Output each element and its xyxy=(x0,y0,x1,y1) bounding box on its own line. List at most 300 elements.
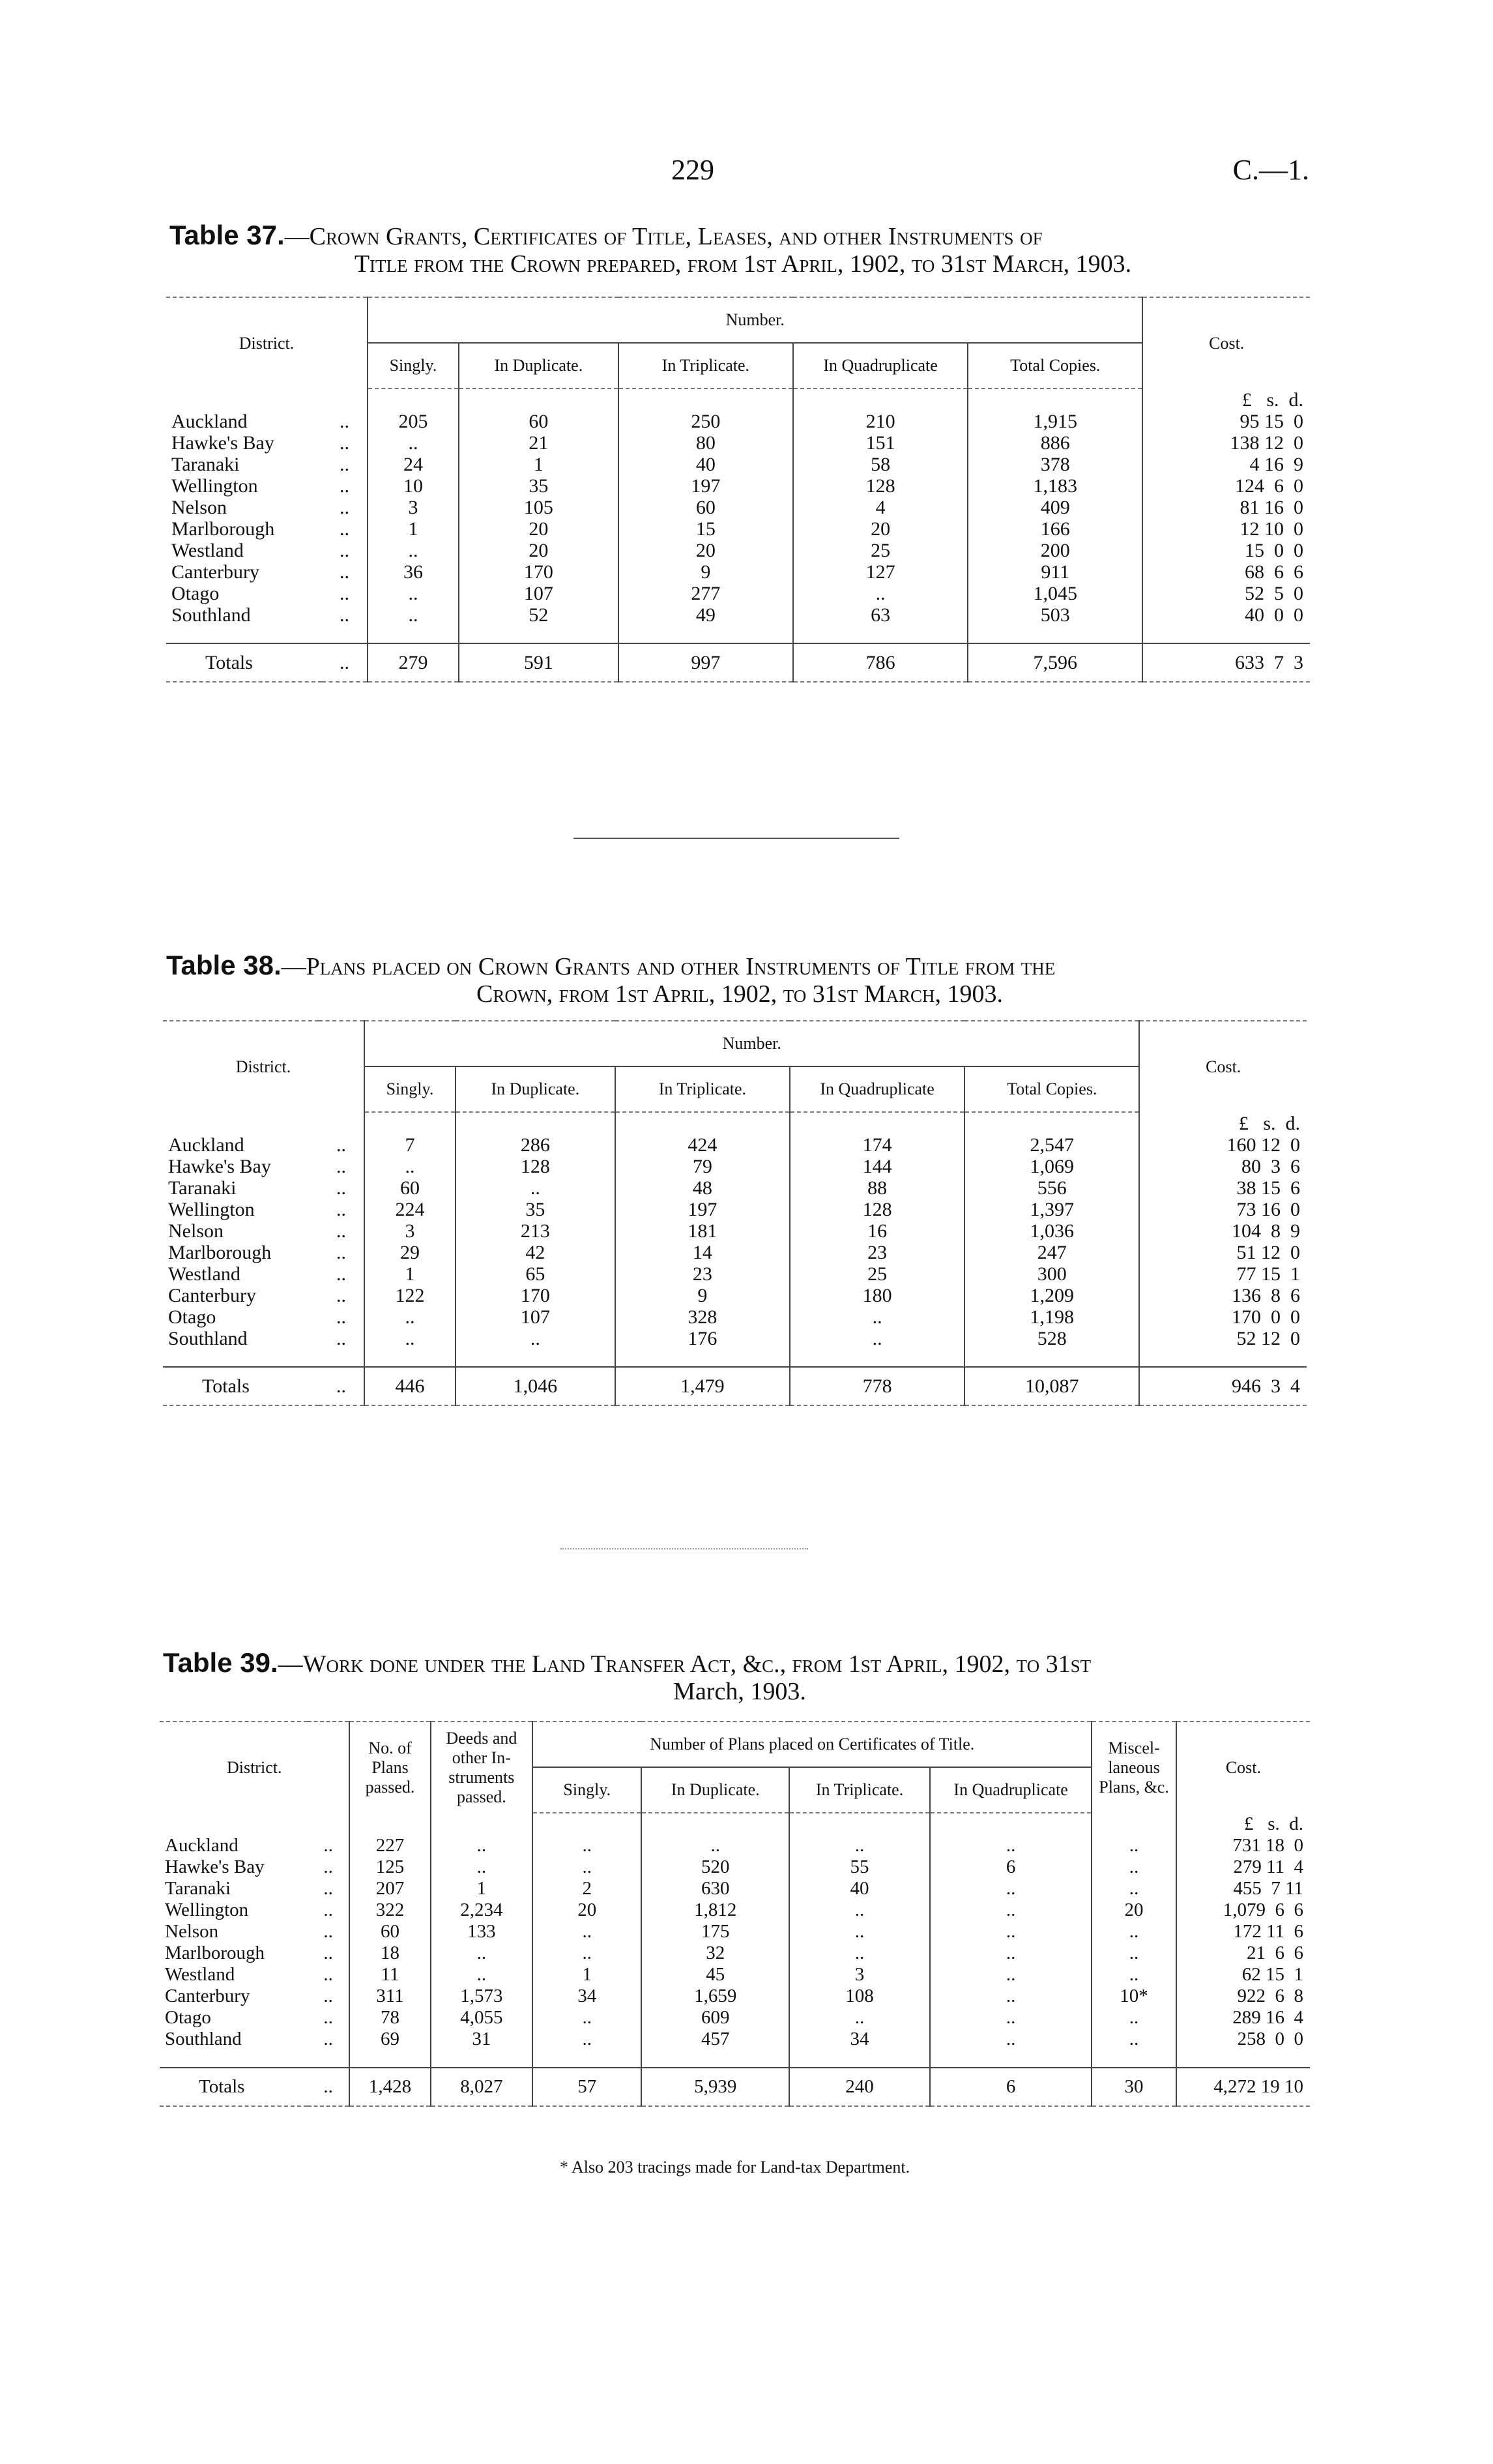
cost-cell: 40 0 0 xyxy=(1142,604,1310,626)
triplicate-cell: 197 xyxy=(615,1199,790,1220)
misc-total: 30 xyxy=(1092,2068,1176,2106)
table-38-header-total: Total Copies. xyxy=(964,1066,1139,1112)
cost-cell: 95 15 0 xyxy=(1142,411,1310,432)
duplicate-total: 1,046 xyxy=(456,1367,615,1405)
district-cell: Auckland xyxy=(171,411,248,432)
table-37-header-district: District. xyxy=(166,297,368,389)
singly-cell: .. xyxy=(368,604,459,626)
total-cell: 300 xyxy=(964,1263,1139,1285)
total-cell: 1,036 xyxy=(964,1220,1139,1242)
deeds-cell: .. xyxy=(431,1835,533,1856)
leader-dots: .. xyxy=(323,1921,333,1942)
cost-cell: 138 12 0 xyxy=(1142,432,1310,454)
duplicate-cell: 520 xyxy=(641,1856,789,1878)
duplicate-cell: 35 xyxy=(456,1199,615,1220)
table-row xyxy=(166,432,1310,454)
table-row xyxy=(163,1134,1307,1156)
table-row xyxy=(163,1177,1307,1199)
singly-cell: 7 xyxy=(364,1134,456,1156)
table-38-header-singly: Singly. xyxy=(364,1066,456,1112)
triplicate-cell: .. xyxy=(789,2007,930,2029)
table-row xyxy=(166,540,1310,561)
duplicate-cell: 35 xyxy=(459,475,618,497)
table-38-header-number: Number. xyxy=(364,1021,1139,1066)
table-row xyxy=(166,604,1310,626)
cost-cell: 104 8 9 xyxy=(1139,1220,1307,1242)
singly-cell: 1 xyxy=(368,518,459,540)
duplicate-total: 5,939 xyxy=(641,2068,789,2106)
quadruplicate-cell: 4 xyxy=(793,497,968,518)
table-row xyxy=(160,1943,1310,1964)
district-cell: Canterbury xyxy=(165,1986,250,2006)
duplicate-cell: 20 xyxy=(459,518,618,540)
duplicate-cell: 128 xyxy=(456,1156,615,1177)
triplicate-cell: 40 xyxy=(789,1878,930,1899)
table-38-header-district: District. xyxy=(163,1021,364,1112)
district-cell: Hawke's Bay xyxy=(168,1156,271,1177)
total-cell: 2,547 xyxy=(964,1134,1139,1156)
table-39-label: Table 39. xyxy=(163,1647,278,1678)
total-cell: 1,397 xyxy=(964,1199,1139,1220)
triplicate-total: 997 xyxy=(618,643,793,682)
deeds-total: 8,027 xyxy=(431,2068,533,2106)
leader-dots: .. xyxy=(336,1285,347,1306)
table-row xyxy=(163,1263,1307,1285)
district-cell: Wellington xyxy=(171,475,258,497)
cost-cell: 81 16 0 xyxy=(1142,497,1310,518)
cost-cell: 62 15 1 xyxy=(1176,1964,1310,1986)
deeds-cell: 133 xyxy=(431,1921,533,1943)
singly-total: 446 xyxy=(364,1367,456,1405)
quadruplicate-cell: 58 xyxy=(793,454,968,475)
leader-dots: .. xyxy=(323,1964,333,1985)
singly-cell: 34 xyxy=(532,1986,641,2007)
plans-passed-cell: 69 xyxy=(349,2029,430,2050)
table-row xyxy=(160,2029,1310,2050)
table-38-header-cost: Cost. xyxy=(1139,1021,1307,1112)
misc-cell: .. xyxy=(1092,1835,1176,1856)
plans-passed-cell: 60 xyxy=(349,1921,430,1943)
misc-cell: .. xyxy=(1092,1878,1176,1899)
district-cell: Auckland xyxy=(168,1134,244,1156)
duplicate-cell: 630 xyxy=(641,1878,789,1899)
table-39-header-singly: Singly. xyxy=(532,1767,641,1813)
triplicate-total: 240 xyxy=(789,2068,930,2106)
total-cell: 503 xyxy=(968,604,1142,626)
total-copies-total: 10,087 xyxy=(964,1367,1139,1405)
misc-cell: .. xyxy=(1092,2007,1176,2029)
deeds-cell: 31 xyxy=(431,2029,533,2050)
quadruplicate-cell: .. xyxy=(930,1943,1092,1964)
totals-row xyxy=(160,2068,1310,2106)
district-cell: Otago xyxy=(165,2007,211,2028)
triplicate-cell: 60 xyxy=(618,497,793,518)
leader-dots: .. xyxy=(336,1263,347,1285)
plans-passed-cell: 11 xyxy=(349,1964,430,1986)
cost-total: 633 7 3 xyxy=(1142,643,1310,682)
triplicate-cell: 49 xyxy=(618,604,793,626)
misc-cell: 20 xyxy=(1092,1899,1176,1921)
triplicate-cell: 197 xyxy=(618,475,793,497)
table-39-header-plans-passed: No. of Plans passed. xyxy=(349,1722,430,1813)
singly-cell: .. xyxy=(364,1306,456,1328)
duplicate-cell: 1,659 xyxy=(641,1986,789,2007)
table-39-caption xyxy=(163,1649,1316,1705)
table-38-caption xyxy=(166,952,1313,1008)
totals-label: Totals xyxy=(163,1367,319,1405)
table-row xyxy=(166,561,1310,583)
table-row xyxy=(160,1856,1310,1878)
district-cell: Marlborough xyxy=(165,1943,265,1963)
district-cell: Nelson xyxy=(165,1921,219,1942)
table-37-header-triplicate: In Triplicate. xyxy=(618,343,793,389)
cost-total: 4,272 19 10 xyxy=(1176,2068,1310,2106)
document-code: C.—1. xyxy=(1232,154,1309,186)
table-row xyxy=(163,1199,1307,1220)
cost-cell: 77 15 1 xyxy=(1139,1263,1307,1285)
cost-total: 946 3 4 xyxy=(1139,1367,1307,1405)
table-row xyxy=(166,518,1310,540)
duplicate-cell: .. xyxy=(641,1835,789,1856)
singly-cell: 122 xyxy=(364,1285,456,1306)
misc-cell: 10* xyxy=(1092,1986,1176,2007)
triplicate-cell: 34 xyxy=(789,2029,930,2050)
leader-dots: .. xyxy=(336,1199,347,1220)
table-38-caption-line-1 xyxy=(166,952,1313,980)
leader-dots: .. xyxy=(323,1856,333,1877)
quadruplicate-cell: .. xyxy=(930,1921,1092,1943)
leader-dots: .. xyxy=(319,1367,364,1405)
triplicate-cell: 9 xyxy=(618,561,793,583)
table-38-caption-line-2: Crown, from 1st April, 1902, to 31st March, 1903. xyxy=(476,980,1004,1008)
leader-dots: .. xyxy=(340,540,350,561)
table-row xyxy=(163,1285,1307,1306)
duplicate-cell: 107 xyxy=(456,1306,615,1328)
leader-dots: .. xyxy=(308,2068,350,2106)
triplicate-total: 1,479 xyxy=(615,1367,790,1405)
district-cell: Canterbury xyxy=(168,1285,256,1306)
table-row xyxy=(163,1306,1307,1328)
singly-cell: .. xyxy=(532,1856,641,1878)
singly-cell: 24 xyxy=(368,454,459,475)
triplicate-cell: 20 xyxy=(618,540,793,561)
table-39-caption-line-1 xyxy=(163,1649,1316,1678)
duplicate-cell: 213 xyxy=(456,1220,615,1242)
total-cell: 247 xyxy=(964,1242,1139,1263)
triplicate-cell: 424 xyxy=(615,1134,790,1156)
leader-dots: .. xyxy=(336,1306,347,1328)
plans-passed-cell: 125 xyxy=(349,1856,430,1878)
leader-dots: .. xyxy=(336,1156,347,1177)
quadruplicate-cell: .. xyxy=(930,1878,1092,1899)
singly-cell: 3 xyxy=(364,1220,456,1242)
duplicate-cell: 65 xyxy=(456,1263,615,1285)
table-37-caption-text-1: —Crown Grants, Certificates of Title, Leases, and other Instruments of xyxy=(284,223,1043,250)
triplicate-cell: 176 xyxy=(615,1328,790,1349)
cost-cell: 68 6 6 xyxy=(1142,561,1310,583)
district-cell: Taranaki xyxy=(171,454,240,475)
triplicate-cell: 15 xyxy=(618,518,793,540)
district-cell: Wellington xyxy=(168,1199,255,1220)
triplicate-cell: 55 xyxy=(789,1856,930,1878)
leader-dots: .. xyxy=(336,1242,347,1263)
table-row xyxy=(160,1878,1310,1899)
cost-cell: 80 3 6 xyxy=(1139,1156,1307,1177)
leader-dots: .. xyxy=(323,1835,333,1856)
district-cell: Westland xyxy=(165,1964,235,1985)
cost-cell: 279 11 4 xyxy=(1176,1856,1310,1878)
duplicate-cell: 20 xyxy=(459,540,618,561)
table-row xyxy=(160,2007,1310,2029)
district-cell: Taranaki xyxy=(168,1177,237,1199)
table-37-label: Table 37. xyxy=(169,220,285,250)
singly-cell: 3 xyxy=(368,497,459,518)
deeds-cell: .. xyxy=(431,1943,533,1964)
total-cell: 1,183 xyxy=(968,475,1142,497)
total-cell: 911 xyxy=(968,561,1142,583)
triplicate-cell: 250 xyxy=(618,411,793,432)
quadruplicate-cell: 180 xyxy=(790,1285,964,1306)
quadruplicate-cell: 88 xyxy=(790,1177,964,1199)
totals-row xyxy=(163,1367,1307,1405)
district-cell: Southland xyxy=(168,1328,248,1349)
quadruplicate-cell: .. xyxy=(790,1306,964,1328)
singly-cell: 60 xyxy=(364,1177,456,1199)
totals-label: Totals xyxy=(166,643,322,682)
table-37-header-cost: Cost. xyxy=(1142,297,1310,389)
duplicate-cell: 170 xyxy=(459,561,618,583)
duplicate-cell: 286 xyxy=(456,1134,615,1156)
total-cell: 1,069 xyxy=(964,1156,1139,1177)
cost-cell: 12 10 0 xyxy=(1142,518,1310,540)
triplicate-cell: 108 xyxy=(789,1986,930,2007)
quadruplicate-cell: 16 xyxy=(790,1220,964,1242)
table-row xyxy=(166,497,1310,518)
table-row xyxy=(166,475,1310,497)
table-39-cost-units: £ s. d. xyxy=(1176,1813,1310,1835)
total-cell: 409 xyxy=(968,497,1142,518)
plans-passed-cell: 311 xyxy=(349,1986,430,2007)
table-38 xyxy=(163,1020,1307,1406)
plans-passed-cell: 207 xyxy=(349,1878,430,1899)
quadruplicate-cell: 127 xyxy=(793,561,968,583)
quadruplicate-cell: 128 xyxy=(790,1199,964,1220)
leader-dots: .. xyxy=(340,475,350,497)
misc-cell: .. xyxy=(1092,2029,1176,2050)
singly-cell: 2 xyxy=(532,1878,641,1899)
total-cell: 886 xyxy=(968,432,1142,454)
plans-passed-cell: 78 xyxy=(349,2007,430,2029)
district-cell: Otago xyxy=(168,1306,216,1328)
total-cell: 200 xyxy=(968,540,1142,561)
total-copies-total: 7,596 xyxy=(968,643,1142,682)
cost-cell: 51 12 0 xyxy=(1139,1242,1307,1263)
leader-dots: .. xyxy=(323,1899,333,1920)
table-39-header-duplicate: In Duplicate. xyxy=(641,1767,789,1813)
table-38-cost-units: £ s. d. xyxy=(1139,1112,1307,1134)
leader-dots: .. xyxy=(340,561,350,583)
table-39-header-triplicate: In Triplicate. xyxy=(789,1767,930,1813)
leader-dots: .. xyxy=(323,2029,333,2049)
table-row xyxy=(163,1220,1307,1242)
duplicate-cell: .. xyxy=(456,1328,615,1349)
district-cell: Southland xyxy=(165,2029,242,2049)
deeds-cell: 4,055 xyxy=(431,2007,533,2029)
misc-cell: .. xyxy=(1092,1856,1176,1878)
table-38-header-quadruplicate: In Quadruplicate xyxy=(790,1066,964,1112)
table-39-footnote: * Also 203 tracings made for Land-tax Department. xyxy=(559,2158,910,2177)
deeds-cell: 1 xyxy=(431,1878,533,1899)
total-cell: 166 xyxy=(968,518,1142,540)
triplicate-cell: .. xyxy=(789,1943,930,1964)
leader-dots: .. xyxy=(323,1943,333,1963)
district-cell: Westland xyxy=(171,540,244,561)
total-cell: 528 xyxy=(964,1328,1139,1349)
duplicate-cell: 175 xyxy=(641,1921,789,1943)
duplicate-cell: 457 xyxy=(641,2029,789,2050)
quadruplicate-cell: .. xyxy=(930,2029,1092,2050)
table-37-header-quadruplicate: In Quadruplicate xyxy=(793,343,968,389)
cost-cell: 1,079 6 6 xyxy=(1176,1899,1310,1921)
cost-cell: 455 7 11 xyxy=(1176,1878,1310,1899)
singly-cell: .. xyxy=(532,1921,641,1943)
cost-cell: 136 8 6 xyxy=(1139,1285,1307,1306)
cost-cell: 4 16 9 xyxy=(1142,454,1310,475)
table-row xyxy=(160,1835,1310,1856)
table-37-caption xyxy=(169,222,1316,278)
deeds-cell: 2,234 xyxy=(431,1899,533,1921)
table-38-header-duplicate: In Duplicate. xyxy=(456,1066,615,1112)
quadruplicate-cell: 20 xyxy=(793,518,968,540)
table-39-header-misc: Miscel-laneous Plans, &c. xyxy=(1092,1722,1176,1813)
table-38-label: Table 38. xyxy=(166,950,282,980)
triplicate-cell: 40 xyxy=(618,454,793,475)
triplicate-cell: 48 xyxy=(615,1177,790,1199)
table-38-caption-text-1: —Plans placed on Crown Grants and other Instruments of Title from the xyxy=(281,953,1056,980)
duplicate-cell: 21 xyxy=(459,432,618,454)
district-cell: Marlborough xyxy=(171,518,275,540)
quadruplicate-cell: 23 xyxy=(790,1242,964,1263)
singly-cell: .. xyxy=(532,1835,641,1856)
triplicate-cell: 9 xyxy=(615,1285,790,1306)
cost-cell: 124 6 0 xyxy=(1142,475,1310,497)
table-37-header-duplicate: In Duplicate. xyxy=(459,343,618,389)
section-divider xyxy=(560,1548,808,1549)
triplicate-cell: 181 xyxy=(615,1220,790,1242)
singly-cell: .. xyxy=(364,1328,456,1349)
leader-dots: .. xyxy=(323,2007,333,2028)
quadruplicate-total: 778 xyxy=(790,1367,964,1405)
table-37-header-total: Total Copies. xyxy=(968,343,1142,389)
table-39-header-quadruplicate: In Quadruplicate xyxy=(930,1767,1092,1813)
singly-total: 57 xyxy=(532,2068,641,2106)
triplicate-cell: 79 xyxy=(615,1156,790,1177)
triplicate-cell: 14 xyxy=(615,1242,790,1263)
deeds-cell: .. xyxy=(431,1964,533,1986)
leader-dots: .. xyxy=(323,1878,333,1899)
district-cell: Auckland xyxy=(165,1835,239,1856)
totals-row xyxy=(166,643,1310,682)
quadruplicate-total: 6 xyxy=(930,2068,1092,2106)
singly-cell: 29 xyxy=(364,1242,456,1263)
quadruplicate-cell: .. xyxy=(790,1328,964,1349)
table-39-header-number-group: Number of Plans placed on Certificates of Title. xyxy=(532,1722,1092,1767)
triplicate-cell: 328 xyxy=(615,1306,790,1328)
leader-dots: .. xyxy=(340,518,350,540)
plans-passed-cell: 18 xyxy=(349,1943,430,1964)
duplicate-cell: 32 xyxy=(641,1943,789,1964)
duplicate-total: 591 xyxy=(459,643,618,682)
cost-cell: 170 0 0 xyxy=(1139,1306,1307,1328)
leader-dots: .. xyxy=(340,411,350,432)
plans-passed-total: 1,428 xyxy=(349,2068,430,2106)
duplicate-cell: .. xyxy=(456,1177,615,1199)
plans-passed-cell: 227 xyxy=(349,1835,430,1856)
deeds-cell: .. xyxy=(431,1856,533,1878)
cost-cell: 73 16 0 xyxy=(1139,1199,1307,1220)
leader-dots: .. xyxy=(340,583,350,604)
quadruplicate-cell: .. xyxy=(930,1986,1092,2007)
table-39-header-district: District. xyxy=(160,1722,349,1813)
quadruplicate-cell: 25 xyxy=(793,540,968,561)
cost-cell: 922 6 8 xyxy=(1176,1986,1310,2007)
table-39-caption-line-2: March, 1903. xyxy=(673,1678,806,1705)
table-39-header-deeds: Deeds and other In-struments passed. xyxy=(431,1722,533,1813)
total-cell: 1,915 xyxy=(968,411,1142,432)
triplicate-cell: 3 xyxy=(789,1964,930,1986)
leader-dots: .. xyxy=(323,1986,333,2006)
cost-cell: 258 0 0 xyxy=(1176,2029,1310,2050)
leader-dots: .. xyxy=(336,1134,347,1156)
singly-cell: 205 xyxy=(368,411,459,432)
table-row xyxy=(166,411,1310,432)
cost-cell: 289 16 4 xyxy=(1176,2007,1310,2029)
table-row xyxy=(166,583,1310,604)
deeds-cell: 1,573 xyxy=(431,1986,533,2007)
singly-total: 279 xyxy=(368,643,459,682)
district-cell: Hawke's Bay xyxy=(165,1856,265,1877)
page-header xyxy=(0,153,1493,192)
table-37-caption-line-2: Title from the Crown prepared, from 1st April, 1902, to 31st March, 1903. xyxy=(354,250,1132,278)
duplicate-cell: 60 xyxy=(459,411,618,432)
table-row xyxy=(163,1328,1307,1349)
singly-cell: .. xyxy=(532,1943,641,1964)
cost-cell: 15 0 0 xyxy=(1142,540,1310,561)
table-39-header-cost: Cost. xyxy=(1176,1722,1310,1813)
table-row xyxy=(166,454,1310,475)
triplicate-cell: 23 xyxy=(615,1263,790,1285)
quadruplicate-cell: 174 xyxy=(790,1134,964,1156)
table-37-cost-units: £ s. d. xyxy=(1142,389,1310,411)
total-cell: 556 xyxy=(964,1177,1139,1199)
cost-cell: 731 18 0 xyxy=(1176,1835,1310,1856)
quadruplicate-cell: .. xyxy=(930,1964,1092,1986)
duplicate-cell: 42 xyxy=(456,1242,615,1263)
duplicate-cell: 107 xyxy=(459,583,618,604)
singly-cell: 1 xyxy=(532,1964,641,1986)
duplicate-cell: 1 xyxy=(459,454,618,475)
page-number: 229 xyxy=(671,154,714,186)
duplicate-cell: 170 xyxy=(456,1285,615,1306)
leader-dots: .. xyxy=(336,1328,347,1349)
plans-passed-cell: 322 xyxy=(349,1899,430,1921)
quadruplicate-cell: .. xyxy=(793,583,968,604)
cost-cell: 21 6 6 xyxy=(1176,1943,1310,1964)
table-39-caption-text-1: —Work done under the Land Transfer Act, &c., from 1st April, 1902, to 31st xyxy=(278,1650,1092,1678)
table-37-caption-line-1 xyxy=(169,222,1316,250)
singly-cell: .. xyxy=(368,432,459,454)
district-cell: Nelson xyxy=(168,1220,224,1242)
